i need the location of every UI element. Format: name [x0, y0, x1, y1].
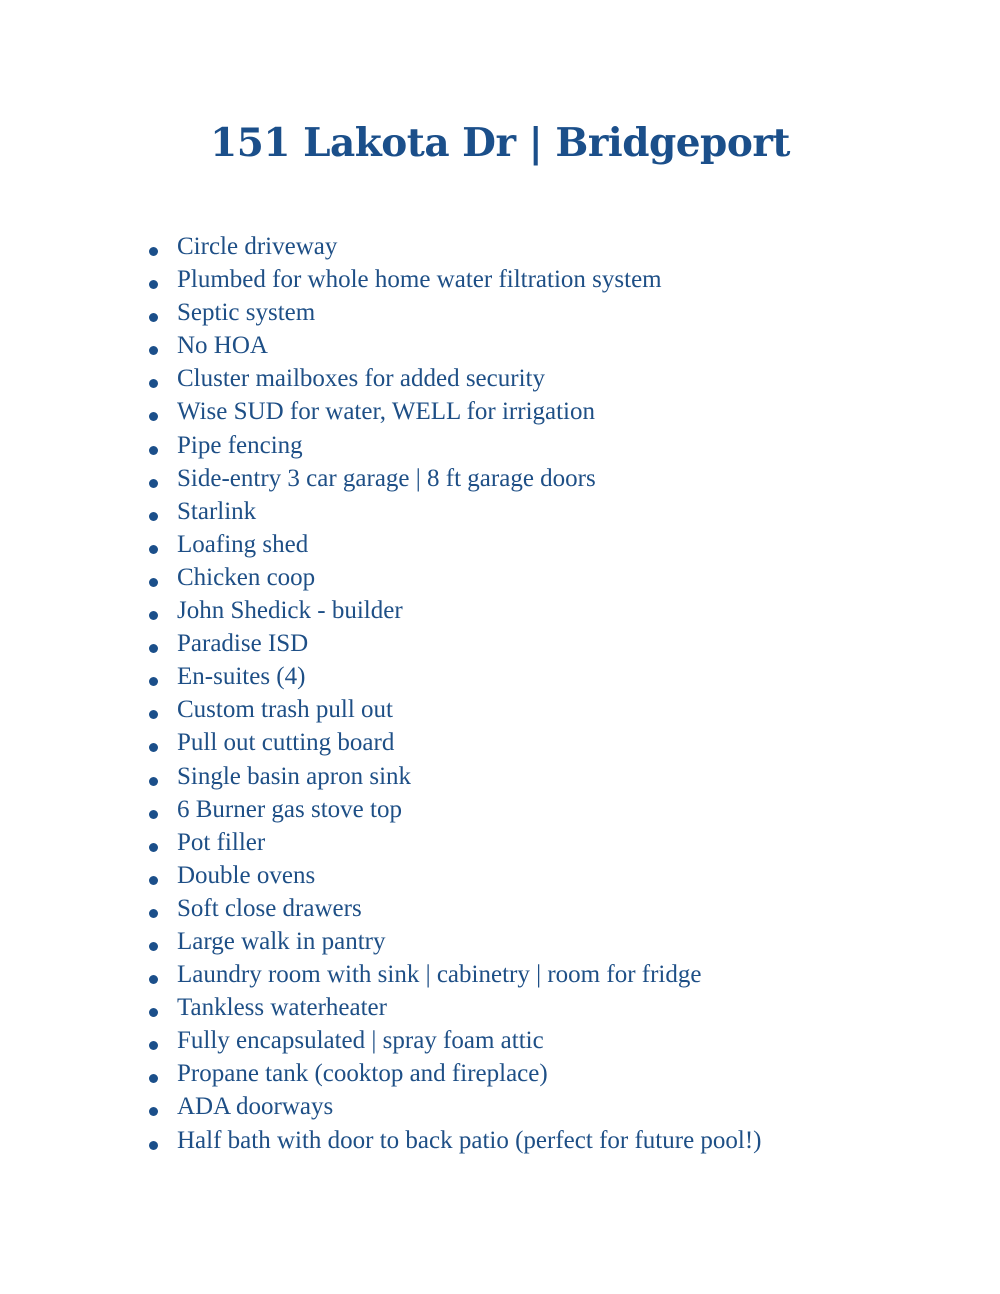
bullet-icon	[149, 379, 158, 388]
feature-label: Custom trash pull out	[177, 696, 393, 724]
feature-list-item	[146, 627, 946, 660]
feature-list-item	[146, 395, 946, 428]
bullet-icon	[149, 1074, 158, 1083]
feature-label: Fully encapsulated | spray foam attic	[177, 1027, 544, 1055]
feature-label: Loafing shed	[177, 530, 309, 558]
feature-list-item	[146, 329, 946, 362]
feature-label: Wise SUD for water, WELL for irrigation	[177, 398, 596, 426]
feature-list-item	[146, 892, 946, 925]
feature-list-item	[146, 362, 946, 395]
bullet-icon	[149, 446, 158, 455]
bullet-icon	[149, 1041, 158, 1050]
feature-label: Large walk in pantry	[177, 927, 386, 955]
feature-label: Pot filler	[177, 828, 266, 856]
feature-list-item	[146, 693, 946, 726]
feature-label: No HOA	[177, 332, 268, 360]
bullet-icon	[149, 1107, 158, 1116]
feature-list-item	[146, 958, 946, 991]
bullet-icon	[149, 710, 158, 719]
feature-label: Pipe fencing	[177, 431, 303, 459]
feature-list-item	[146, 495, 946, 528]
feature-list-item	[146, 462, 946, 495]
feature-label: Cluster mailboxes for added security	[177, 365, 545, 393]
feature-label: Side-entry 3 car garage | 8 ft garage doors	[177, 464, 596, 492]
bullet-icon	[149, 810, 158, 819]
bullet-icon	[149, 512, 158, 521]
feature-label: Starlink	[177, 497, 257, 525]
bullet-icon	[149, 942, 158, 951]
feature-list-item	[146, 594, 946, 627]
feature-label: Tankless waterheater	[177, 994, 387, 1022]
feature-list-item	[146, 991, 946, 1024]
bullet-icon	[149, 247, 158, 256]
feature-label: Propane tank (cooktop and fireplace)	[177, 1060, 548, 1088]
bullet-icon	[149, 644, 158, 653]
feature-list-item	[146, 263, 946, 296]
feature-label: Double ovens	[177, 861, 316, 889]
feature-label: Single basin apron sink	[177, 762, 412, 790]
feature-list-item	[146, 561, 946, 594]
feature-list	[146, 230, 946, 1157]
bullet-icon	[149, 313, 158, 322]
bullet-icon	[149, 777, 158, 786]
feature-list-item	[146, 528, 946, 561]
feature-label: John Shedick - builder	[177, 597, 403, 625]
feature-label: Circle driveway	[177, 233, 338, 260]
feature-label: Chicken coop	[177, 563, 316, 591]
feature-list-item	[146, 429, 946, 462]
feature-label: Soft close drawers	[177, 894, 362, 922]
feature-list-item	[146, 296, 946, 329]
bullet-icon	[149, 975, 158, 984]
bullet-icon	[149, 1141, 158, 1150]
page-title: 151 Lakota Dr | Bridgeport	[210, 120, 790, 166]
feature-list-item	[146, 660, 946, 693]
bullet-icon	[149, 578, 158, 587]
feature-label: Half bath with door to back patio (perfect for future pool!)	[177, 1126, 762, 1154]
feature-label: Paradise ISD	[177, 630, 309, 658]
feature-label: En-suites (4)	[177, 663, 306, 691]
feature-list-item	[146, 1124, 946, 1157]
feature-label: Plumbed for whole home water filtration system	[177, 266, 662, 294]
feature-list-item	[146, 1057, 946, 1090]
bullet-icon	[149, 611, 158, 620]
feature-list-item	[146, 925, 946, 958]
feature-list-item	[146, 1090, 946, 1123]
bullet-icon	[149, 677, 158, 686]
bullet-icon	[149, 876, 158, 885]
feature-list-item	[146, 859, 946, 892]
feature-label: ADA doorways	[177, 1093, 334, 1121]
feature-list-item	[146, 726, 946, 759]
bullet-icon	[149, 479, 158, 488]
feature-list-item	[146, 1024, 946, 1057]
bullet-icon	[149, 743, 158, 752]
feature-label: Pull out cutting board	[177, 729, 395, 757]
bullet-icon	[149, 412, 158, 421]
bullet-icon	[149, 909, 158, 918]
feature-list-item	[146, 230, 946, 263]
feature-list-item	[146, 793, 946, 826]
feature-label: Laundry room with sink | cabinetry | room for fridge	[177, 961, 702, 989]
bullet-icon	[149, 1008, 158, 1017]
bullet-icon	[149, 280, 158, 289]
bullet-icon	[149, 545, 158, 554]
feature-label: Septic system	[177, 299, 316, 327]
bullet-icon	[149, 843, 158, 852]
bullet-icon	[149, 346, 158, 355]
feature-label: 6 Burner gas stove top	[177, 795, 402, 823]
feature-list-item	[146, 760, 946, 793]
feature-list-item	[146, 826, 946, 859]
